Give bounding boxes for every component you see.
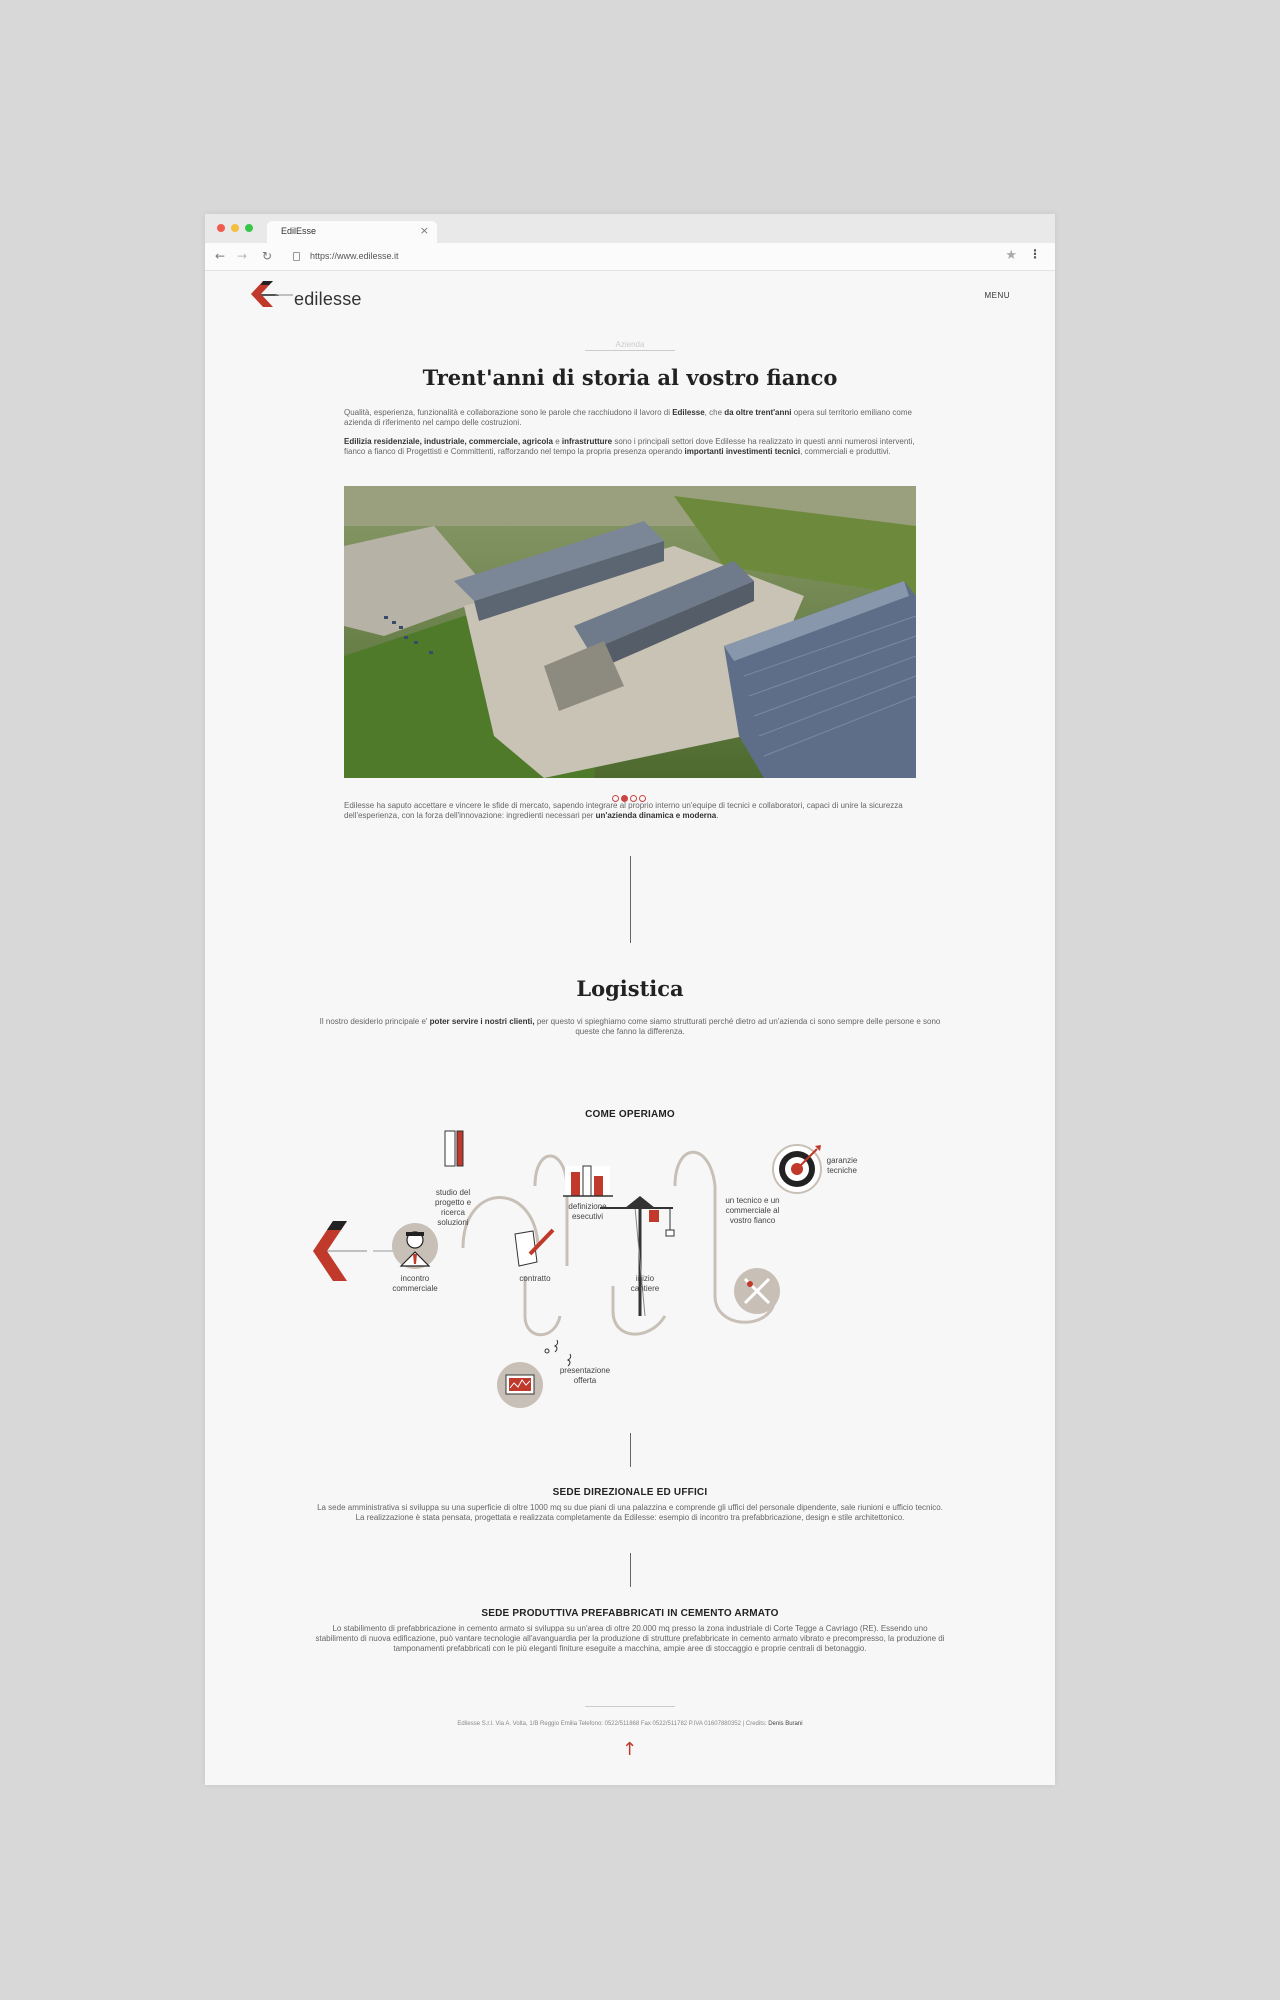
tab-bar [205, 214, 1055, 243]
menu-button[interactable]: MENU [984, 291, 1010, 300]
browser-window [205, 214, 1055, 1785]
back-icon[interactable]: ← [215, 249, 226, 263]
section-divider [585, 350, 675, 351]
vertical-divider [630, 856, 631, 943]
step-label: vostro fianco [729, 1216, 776, 1225]
text-run: Edilesse ha saputo accettare e vincere le sfide di mercato, sapendo integrare al proprio interno un'equipe di tecnici e collaboratori, capaci di unire la sicurezza dell'esperienza, con la forza dell'innovazione: ingredienti necessari per [344, 801, 903, 820]
step-label: un tecnico e un [725, 1196, 780, 1205]
text-run: . [716, 811, 719, 820]
bookmark-star-icon[interactable]: ★ [1005, 248, 1017, 263]
text-run-bold: Edilizia residenziale, industriale, commerciale, agricola [344, 437, 553, 446]
browser-menu-icon[interactable]: ⋮ [1029, 247, 1041, 261]
factory-aerial-photo [344, 486, 916, 778]
logo-text: edilesse [294, 289, 362, 309]
text-run-bold: un'azienda dinamica e moderna [595, 811, 717, 820]
text-run: e [552, 437, 562, 446]
step-label: commerciale [392, 1284, 438, 1293]
logo[interactable] [249, 279, 362, 315]
maximize-window-dot[interactable] [245, 224, 253, 232]
page-icon [293, 252, 300, 261]
section-eyebrow: Azienda [615, 340, 645, 349]
logistica-title: Logistica [576, 976, 684, 1001]
step-label: contratto [519, 1274, 551, 1283]
text-run: per questo vi spieghiamo come siamo strutturati perché dietro ad un'azienda ci sono sempre delle persone e sono queste che fanno la differenza. [534, 1017, 941, 1036]
company-paragraph [344, 801, 916, 821]
sede-produttiva-title: SEDE PRODUTTIVA PREFABBRICATI IN CEMENTO ARMATO [481, 1608, 779, 1619]
footer-text: Edilesse S.r.l. Via A. Volta, 1/B Reggio Emilia Telefono: 0522/511868 Fax 0522/511782 P.IVA 01607880352 | Credits: [457, 1721, 769, 1727]
process-diagram [305, 1126, 955, 1416]
step-label: esecutivi [571, 1212, 604, 1221]
vertical-divider [630, 1553, 631, 1587]
step-label: soluzioni [437, 1218, 469, 1227]
step-label: cantiere [630, 1284, 660, 1293]
step-label: presentazione [559, 1366, 611, 1375]
step-studio-progetto [418, 1188, 488, 1228]
text-run: , che [704, 408, 725, 417]
footer-info [205, 1721, 1055, 1727]
step-label: progetto e [434, 1198, 472, 1207]
step-garanzie-tecniche [817, 1156, 867, 1176]
step-label: inizio [635, 1274, 655, 1283]
step-label: tecniche [827, 1166, 857, 1175]
reload-icon[interactable]: ↻ [262, 249, 273, 263]
text-run-bold: da oltre trent'anni [724, 408, 792, 417]
step-label: garanzie [826, 1156, 858, 1165]
credits-link[interactable]: Denis Burani [768, 1721, 803, 1727]
page-title: Trent'anni di storia al vostro fianco [422, 365, 838, 390]
text-run-bold: poter servire i nostri clienti, [429, 1017, 535, 1026]
sectors-paragraph [344, 437, 916, 457]
step-contratto [505, 1274, 565, 1284]
step-label: studio del [435, 1188, 471, 1197]
browser-tab[interactable] [267, 221, 437, 243]
vertical-divider [630, 1433, 631, 1467]
step-presentazione-offerta [550, 1366, 620, 1386]
step-label: incontro [400, 1274, 430, 1283]
close-tab-icon[interactable]: × [419, 224, 429, 237]
logo-arrow-icon [249, 279, 293, 311]
footer-divider [585, 1706, 675, 1707]
tab-title: EdilEsse [281, 226, 317, 236]
close-window-dot[interactable] [217, 224, 225, 232]
text-run: sono i principali settori dove Edilesse ha realizzato in questi anni numerosi interventi, fianco a fianco di Progettisti e Committenti, rafforzando nel tempo la propria presenza operando [344, 437, 915, 456]
sede-direzionale-text: La sede amministrativa si sviluppa su una superficie di oltre 1000 mq su due piani di una palazzina e comprende gli uffici del personale dipendente, sale riunioni e ufficio tecnico. La realizzazione è stata pensata, progettata e realizzata completamente da Edilesse: esempio di incontro tra prefabbricazione, design e stile architettonico. [317, 1503, 943, 1522]
step-tecnico-commerciale [715, 1196, 790, 1226]
step-label: offerta [573, 1376, 597, 1385]
sede-produttiva-text: Lo stabilimento di prefabbricazione in cemento armato si sviluppa su un'area di oltre 20.000 mq presso la zona industriale di Corte Tegge a Cavriago (RE). Essendo uno stabilimento di nuova edificazione, può vantare tecnologie all'avanguardia per la produzione di strutture prefabbricate in cemento armato vibrato e precompresso, la produzione di tamponamenti prefabbricati con le più eleganti finiture eseguite a macchina, ampie aree di stoccaggio e proprie centrali di betonaggio. [315, 1624, 945, 1653]
scroll-to-top-icon[interactable]: ↑ [622, 1739, 638, 1760]
step-inizio-cantiere [620, 1274, 670, 1294]
address-bar [205, 243, 1055, 271]
text-run-bold: importanti investimenti tecnici [684, 447, 801, 456]
step-label: ricerca [440, 1208, 465, 1217]
step-definizione-esecutivi [555, 1202, 620, 1222]
text-run: opera sul territorio emiliano come azienda di riferimento nel campo delle costruzioni. [344, 408, 912, 427]
url-field[interactable]: https://www.edilesse.it [310, 251, 399, 261]
text-run: , commerciali e produttivi. [800, 447, 891, 456]
text-run-bold: infrastrutture [561, 437, 613, 446]
logistica-paragraph [315, 1017, 945, 1037]
text-run-bold: Edilesse [672, 408, 705, 417]
web-page [205, 271, 1055, 1785]
text-run: Il nostro desiderio principale e' [319, 1017, 430, 1026]
process-title: COME OPERIAMO [585, 1109, 675, 1120]
forward-icon[interactable]: → [237, 249, 248, 263]
sede-direzionale-title: SEDE DIREZIONALE ED UFFICI [552, 1487, 708, 1498]
step-incontro-commerciale [385, 1274, 445, 1294]
minimize-window-dot[interactable] [231, 224, 239, 232]
intro-paragraph [344, 408, 916, 428]
text-run: Qualità, esperienza, funzionalità e collaborazione sono le parole che racchiudono il lavoro di [344, 408, 673, 417]
step-label: definizione [568, 1202, 607, 1211]
step-label: commerciale al [725, 1206, 780, 1215]
